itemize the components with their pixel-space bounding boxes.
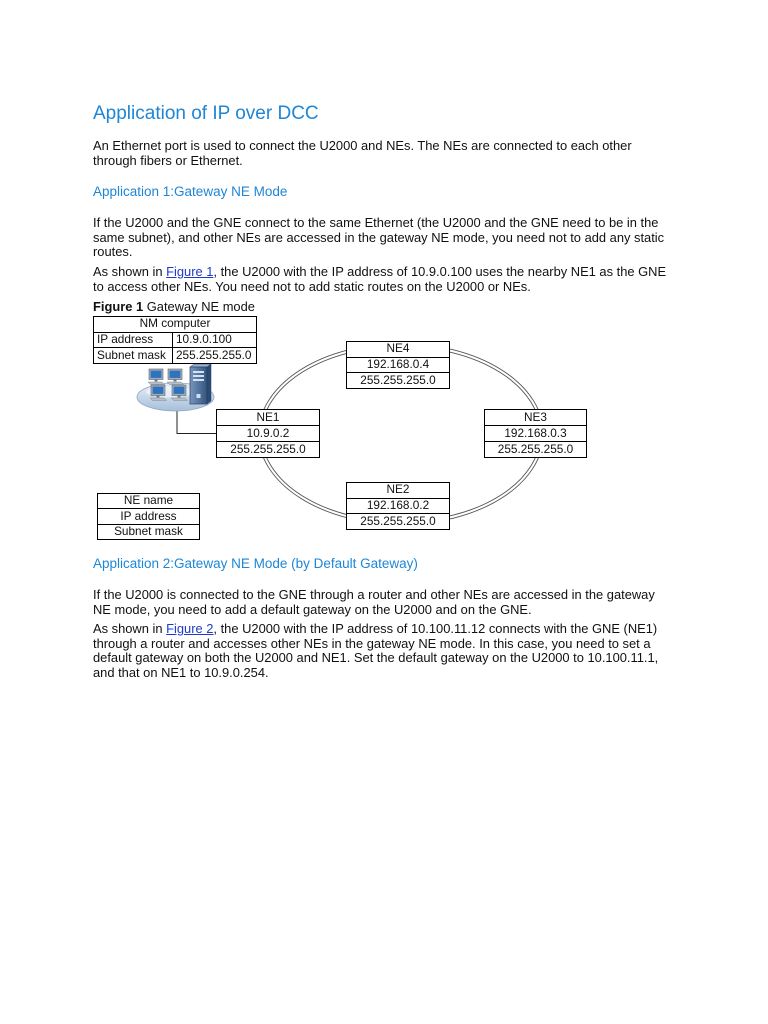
figure-label: Figure 1: [93, 299, 144, 315]
desktop-pc-icon: [171, 385, 188, 401]
text-line: to access other NEs. You need not to add static routes on the U2000 or NEs.: [93, 278, 531, 294]
nm-computer-title: NM computer: [139, 316, 211, 331]
intro-paragraph: [93, 139, 632, 168]
text-line: NE mode, you need to add a default gateway on the U2000 and on the GNE.: [93, 601, 532, 617]
section-heading-application-2: Application 2:Gateway NE Mode (by Default Gateway): [93, 555, 418, 571]
figure-caption-text: Gateway NE mode: [146, 299, 255, 315]
page-title: Application of IP over DCC: [93, 103, 319, 124]
text-segment: As shown in: [93, 264, 163, 280]
figure-2-link[interactable]: Figure 2: [166, 621, 214, 637]
text-line: If the U2000 and the GNE connect to the same Ethernet (the U2000 and the GNE need to be in the: [93, 215, 659, 231]
ne-box-ne3: [484, 409, 587, 458]
ne-ip-address: 192.168.0.2: [347, 498, 449, 514]
ethernet-connection-line: [177, 410, 216, 434]
application-2-paragraph-2: [93, 622, 658, 680]
network-computers-icon: [137, 364, 214, 411]
legend-subnet-mask: Subnet mask: [98, 524, 199, 539]
ne-ip-address: 192.168.0.4: [347, 357, 449, 373]
ip-address-value: 10.9.0.100: [176, 332, 232, 347]
text-segment: , the U2000 with the IP address of 10.100.11.12 connects with the GNE (NE1): [213, 621, 658, 637]
text-line: [93, 265, 666, 280]
legend-ne-name: NE name: [123, 493, 174, 508]
text-line: [93, 622, 658, 637]
application-1-paragraph-2: [93, 265, 666, 294]
text-segment: As shown in: [93, 621, 163, 637]
ne-ip-address: 10.9.0.2: [217, 425, 319, 441]
ne-subnet-mask: 255.255.255.0: [217, 441, 319, 457]
text-segment: , the U2000 with the IP address of 10.9.0.100 uses the nearby NE1 as the GNE: [213, 264, 667, 280]
ne-name: NE1: [256, 409, 280, 424]
subnet-mask-label: Subnet mask: [94, 348, 173, 363]
application-2-paragraph-1: [93, 588, 655, 617]
ne-name: NE3: [524, 409, 547, 424]
nm-ip-address-row: [94, 332, 256, 348]
nm-computer-title-row: [94, 317, 256, 332]
text-line: If the U2000 is connected to the GNE through a router and other NEs are accessed in the gateway: [93, 587, 655, 603]
legend-table: [97, 493, 200, 540]
nm-subnet-mask-row: [94, 347, 256, 363]
nm-computer-table: [93, 316, 257, 364]
ne-subnet-mask: 255.255.255.0: [485, 441, 586, 457]
ne-ip-address: 192.168.0.3: [485, 425, 586, 441]
text-line: An Ethernet port is used to connect the U2000 and NEs. The NEs are connected to each other: [93, 138, 632, 154]
ne-name: NE4: [386, 341, 410, 356]
desktop-pc-icon: [167, 369, 184, 385]
ne-subnet-mask: 255.255.255.0: [347, 372, 449, 388]
figure-1-caption: [93, 300, 255, 315]
application-1-paragraph-1: [93, 216, 664, 260]
text-line: through fibers or Ethernet.: [93, 152, 243, 168]
ne-box-ne1: [216, 409, 320, 458]
text-line: default gateway on both the U2000 and NE1. Set the default gateway on the U2000 to 10.100.11.1,: [93, 650, 659, 666]
text-line: and that on NE1 to 10.9.0.254.: [93, 664, 269, 680]
desktop-pc-icon: [148, 369, 165, 385]
desktop-pc-icon: [150, 385, 167, 401]
ne-box-ne4: [346, 341, 450, 389]
ne-subnet-mask: 255.255.255.0: [347, 513, 449, 529]
text-line: routes.: [93, 244, 133, 260]
ip-address-label: IP address: [94, 333, 173, 348]
ne-name: NE2: [386, 482, 410, 497]
figure-1-diagram: [90, 314, 600, 546]
legend-ip-address: IP address: [98, 508, 199, 523]
server-tower-icon: [190, 364, 211, 404]
figure-1-link[interactable]: Figure 1: [166, 264, 214, 280]
subnet-mask-value: 255.255.255.0: [176, 347, 252, 362]
text-line: through a router and accesses other NEs in the gateway NE mode. In this case, you need to set a: [93, 635, 651, 651]
ne-box-ne2: [346, 482, 450, 530]
text-line: same subnet), and other NEs are accessed in the gateway NE mode, you need not to add any static: [93, 229, 665, 245]
section-heading-application-1: Application 1:Gateway NE Mode: [93, 183, 288, 199]
